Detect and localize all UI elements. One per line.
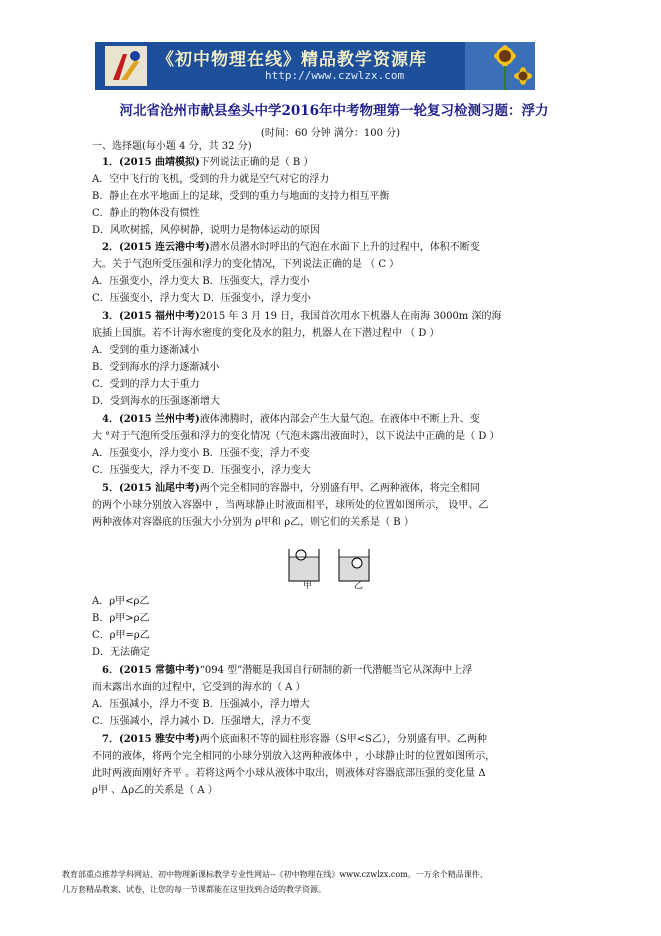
question-source: (2015 雅安中考) <box>118 734 200 745</box>
question-source: (2015 曲靖模拟) <box>118 157 200 168</box>
question-4-stem <box>102 413 480 427</box>
question-number: 2． <box>102 242 119 253</box>
option: D．受到海水的压强逐渐增大 <box>92 396 221 407</box>
question-text: 下列说法正确的是（ B ） <box>199 157 314 168</box>
question-3-stem <box>102 310 501 324</box>
question-source: (2015 福州中考) <box>118 311 200 322</box>
question-7-stem <box>102 733 487 747</box>
question-source: (2015 兰州中考) <box>118 414 200 425</box>
page-footer <box>62 867 488 897</box>
header-banner <box>95 42 535 90</box>
option: A．ρ甲<ρ乙 <box>92 596 150 607</box>
option: B．ρ甲>ρ乙 <box>92 613 150 624</box>
question-text: 而未露出水面的过程中，它受到的海水的（ A ） <box>92 682 306 693</box>
question-text: “094 型”潜艇是我国自行研制的新一代潜艇当它从深海中上浮 <box>199 665 473 676</box>
option-row: A．压强变小，浮力变大 B．压强变大，浮力变小 <box>92 276 310 287</box>
question-text: 此时两液面刚好齐平 。若将这两个小球从液体中取出，则液体对容器底部压强的变化量 Δ <box>92 768 486 779</box>
option-row: A．压强变小，浮力变小 B．压强不变，浮力不变 <box>92 448 310 459</box>
question-text: 2015 年 3 月 19 日，我国首次用水下机器人在南海 3000m 深的海 <box>199 311 502 322</box>
figure-label-yi: 乙 <box>354 581 364 591</box>
option-row: C．压强变小，浮力变大 D．压强变小，浮力变小 <box>92 293 311 304</box>
option: B．静止在水平地面上的足球，受到的重力与地面的支持力相互平衡 <box>92 191 390 202</box>
question-text: 不同的液体，将两个完全相同的小球分别放入这两种液体中 ，小球静止时的位置如图所示， <box>92 751 496 762</box>
option-row: C．压强变大，浮力不变 D．压强变小，浮力变大 <box>92 465 311 476</box>
option: C．ρ甲=ρ乙 <box>92 630 150 641</box>
question-text: 两种液体对容器底的压强大小分别为 ρ甲和 ρ乙，则它们的关系是（ B ） <box>92 517 414 528</box>
option: B．受到海水的浮力逐渐减小 <box>92 362 220 373</box>
document-title: 河北省沧州市献县垒头中学2016年中考物理第一轮复习检测习题：浮力 <box>119 103 549 119</box>
section-heading: 一、选择题(每小题 4 分，共 32 分) <box>92 141 252 152</box>
question-text: 两个底面积不等的圆柱形容器（S甲<S乙），分别盛有甲、乙两种 <box>199 734 487 745</box>
sunflower-icon <box>465 42 535 90</box>
question-number: 7． <box>102 734 119 745</box>
option: D．无法确定 <box>92 647 151 658</box>
question-text: 潜水员潜水时呼出的气泡在水面下上升的过程中，体积不断变 <box>209 242 480 253</box>
site-logo-icon <box>105 46 147 86</box>
question-source: (2015 常德中考) <box>118 665 200 676</box>
option: C．受到的浮力大于重力 <box>92 379 200 390</box>
question-text: 大 °对于气泡所受压强和浮力的变化情况（气泡未露出液面时），以下说法中正确的是（ D ） <box>92 431 500 442</box>
option: A．空中飞行的飞机，受到的升力就是空气对它的浮力 <box>92 174 330 185</box>
footer-line: 教育部重点推荐学科网站、初中物理新课标教学专业性网站--《初中物理在线》www.czwlzx.com。一万余个精品课件、 <box>62 870 488 879</box>
question-text: 液体沸腾时，液体内部会产生大量气泡。在液体中不断上升、变 <box>199 414 480 425</box>
option: A．受到的重力逐渐减小 <box>92 345 200 356</box>
option-row: C．压强减小，浮力减小 D．压强增大，浮力不变 <box>92 716 311 727</box>
question-1-stem <box>102 156 313 170</box>
option: D．风吹树摇，风停树静，说明力是物体运动的原因 <box>92 225 321 236</box>
question-text: 的两个小球分别放入容器中 ，当两球静止时液面相平，球所处的位置如图所示， 设甲、乙 <box>92 500 489 511</box>
question-number: 5． <box>102 483 119 494</box>
question-6-stem <box>102 664 472 678</box>
question-text: ρ甲 、Δρ乙的关系是（ A ） <box>92 785 218 796</box>
banner-title: 《初中物理在线》精品教学资源库 <box>157 50 427 70</box>
question-source: (2015 连云港中考) <box>118 242 210 253</box>
question-number: 4． <box>102 414 119 425</box>
question-source: (2015 汕尾中考) <box>118 483 200 494</box>
question-number: 6． <box>102 665 119 676</box>
figure-label-jia: 甲 <box>303 581 313 591</box>
question-number: 1． <box>102 157 119 168</box>
question-text: 两个完全相同的容器中，分别盛有甲、乙两种液体，将完全相同 <box>199 483 480 494</box>
question-2-stem <box>102 241 480 255</box>
question-number: 3． <box>102 311 119 322</box>
question-text: 大。关于气泡所受压强和浮力的变化情况，下列说法正确的是 （ C ） <box>92 259 400 270</box>
container-jia <box>289 549 319 581</box>
question-5-stem <box>102 482 480 496</box>
option: C．静止的物体没有惯性 <box>92 208 200 219</box>
option-row: A．压强减小，浮力不变 B．压强减小，浮力增大 <box>92 699 310 710</box>
question-text: 底插上国旗。若不计海水密度的变化及水的阻力，机器人在下潜过程中 （ D ） <box>92 328 440 339</box>
banner-url[interactable]: http://www.czwlzx.com <box>265 69 405 82</box>
exam-info: (时间：60 分钟 满分：100 分) <box>260 128 401 139</box>
container-yi <box>339 549 369 581</box>
footer-line: 几万套精品教案、试卷，让您的每一节课都能在这里找到合适的教学资源。 <box>62 885 326 894</box>
